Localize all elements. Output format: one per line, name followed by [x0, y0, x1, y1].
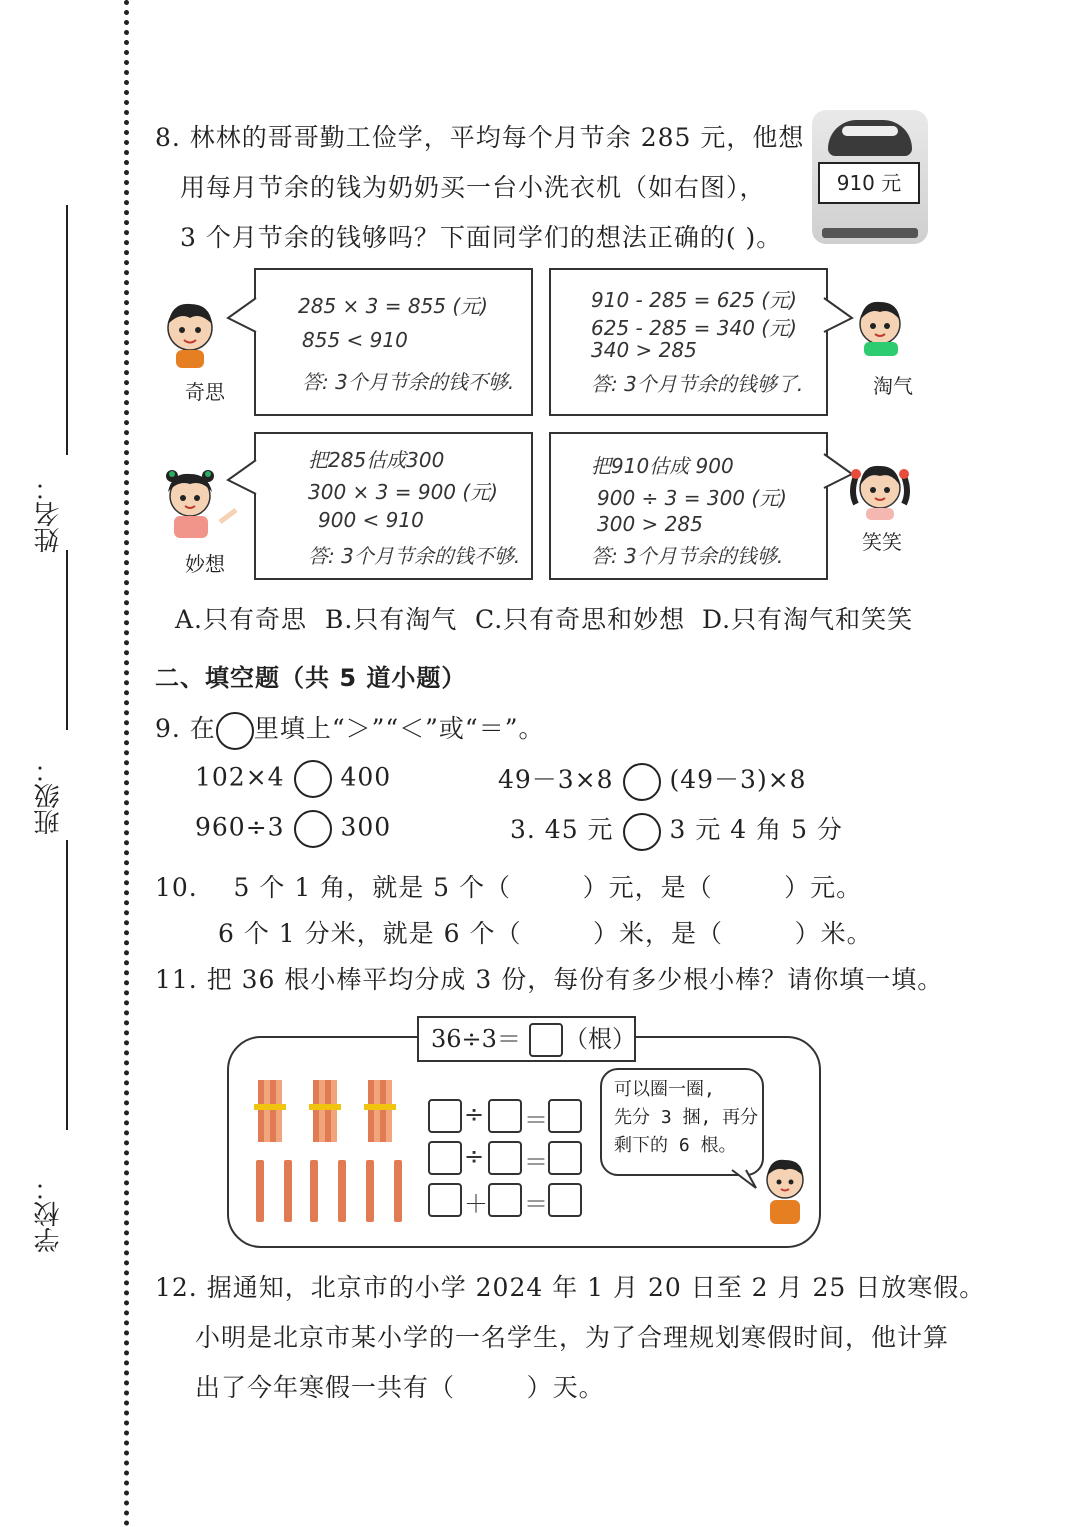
- answer-box[interactable]: [428, 1183, 462, 1217]
- bubble-line: 900 ÷ 3 = 300 (元): [597, 486, 787, 510]
- equals-sign: ＝: [524, 1190, 548, 1218]
- class-underline: [66, 840, 68, 1130]
- speech-bubble-taoqi: [549, 268, 828, 416]
- q12-line1: 12. 据通知，北京市的小学 2024 年 1 月 20 日至 2 月 25 日放寒假。: [155, 1273, 986, 1302]
- qisi-name: 奇思: [185, 380, 225, 404]
- bubble-line: 900 < 910: [318, 508, 424, 532]
- q11-stem: 11. 把 36 根小棒平均分成 3 份，每份有多少根小棒？请你填一填。: [155, 965, 944, 994]
- single-sticks: [256, 1160, 402, 1222]
- answer-circle[interactable]: [294, 760, 332, 798]
- bubble-line: 答: 3个月节余的钱不够.: [308, 544, 521, 568]
- q9-stem-pre: 9. 在: [155, 714, 216, 743]
- q9-item-2: [498, 760, 807, 801]
- bubble-line: 答: 3个月节余的钱不够.: [302, 370, 515, 394]
- section-2-title: 二、填空题（共 5 道小题）: [155, 664, 467, 692]
- q8-line1: 8. 林林的哥哥勤工俭学，平均每个月节余 285 元，他想: [155, 123, 805, 152]
- washing-machine-panel: [842, 126, 898, 136]
- answer-box[interactable]: [548, 1141, 582, 1175]
- stick-bundle-1: [254, 1080, 286, 1142]
- washing-machine-image: [812, 110, 928, 244]
- stick-bundle-3: [364, 1080, 396, 1142]
- bubble-line: 300 × 3 = 900 (元): [308, 480, 498, 504]
- bubble-line: 285 × 3 = 855 (元): [298, 294, 488, 318]
- q9-item-4: [510, 810, 843, 851]
- taoqi-avatar: [850, 296, 910, 358]
- answer-box[interactable]: [548, 1183, 582, 1217]
- name-underline: [66, 205, 68, 455]
- q8-option-d: D.只有淘气和笑笑: [702, 605, 914, 634]
- hint-line: 先分 3 捆, 再分: [614, 1107, 759, 1128]
- washing-machine-base: [822, 228, 918, 238]
- answer-box[interactable]: [428, 1099, 462, 1133]
- q10-line2: 6 个 1 分米，就是 6 个（ ）米，是（ ）米。: [218, 919, 873, 948]
- school-label: 学校：: [34, 1175, 64, 1253]
- speech-bubble-miaoxiang: [254, 432, 533, 580]
- boy-helper-avatar: [760, 1156, 810, 1228]
- q8-option-a: A.只有奇思: [175, 605, 308, 634]
- answer-box[interactable]: [548, 1099, 582, 1133]
- answer-circle[interactable]: [623, 813, 661, 851]
- q8-line2: 用每月节余的钱为奶奶买一台小洗衣机（如右图），: [180, 173, 766, 202]
- hint-bubble: [600, 1068, 764, 1176]
- q9-item-3: [195, 810, 391, 848]
- stick-bundles-illustration: [250, 1076, 410, 1226]
- class-label: 班级：: [34, 757, 64, 835]
- bubble-line: 答: 3个月节余的钱够.: [591, 544, 784, 568]
- q11-equation-pre: 36÷3＝: [431, 1025, 521, 1053]
- class-underline-top: [66, 550, 68, 730]
- q9-item-right: (49－3)×8: [669, 765, 807, 794]
- bubble-line: 把285估成300: [308, 448, 445, 472]
- bubble-line: 855 < 910: [302, 328, 408, 352]
- equals-sign: ＝: [524, 1148, 548, 1176]
- q9-item-right: 300: [340, 812, 392, 842]
- hint-line: 可以圈一圈,: [614, 1079, 715, 1100]
- answer-circle[interactable]: [623, 763, 661, 801]
- q9-stem: [155, 709, 545, 750]
- q9-item-left: 102×4: [195, 762, 285, 792]
- q9-item-right: 3 元 4 角 5 分: [669, 815, 843, 844]
- q9-stem-post: 里填上“＞”“＜”或“＝”。: [253, 714, 545, 743]
- q8-line3: 3 个月节余的钱够吗？下面同学们的想法正确的( )。: [180, 223, 783, 252]
- q9-item-left: 3. 45 元: [510, 815, 614, 844]
- q8-option-b: B.只有淘气: [325, 605, 458, 634]
- bubble-line: 625 - 285 = 340 (元): [591, 316, 797, 340]
- speech-bubble-xiaoxiao: [549, 432, 828, 580]
- miaoxiang-name: 妙想: [185, 552, 225, 576]
- speech-bubble-qisi: [254, 268, 533, 416]
- name-label: 姓名：: [34, 475, 64, 553]
- q9-item-right: 400: [340, 762, 392, 792]
- answer-box[interactable]: [428, 1141, 462, 1175]
- q11-equation-post: （根）: [564, 1025, 636, 1053]
- bubble-line: 340 > 285: [591, 338, 697, 362]
- bubble-line: 答: 3个月节余的钱够了.: [591, 372, 804, 396]
- q12-line3: 出了今年寒假一共有（ ）天。: [195, 1373, 605, 1402]
- plus-sign: ＋: [464, 1190, 488, 1218]
- price-tag: 910 元: [818, 162, 920, 204]
- answer-circle[interactable]: [294, 810, 332, 848]
- divide-sign: ÷: [464, 1100, 485, 1128]
- miaoxiang-avatar: [160, 462, 242, 544]
- q8-option-c: C.只有奇思和妙想: [475, 605, 686, 634]
- answer-box[interactable]: [488, 1099, 522, 1133]
- q9-item-1: [195, 760, 391, 798]
- q10-line1: 10. 5 个 1 角，就是 5 个（ ）元，是（ ）元。: [155, 873, 863, 902]
- xiaoxiao-avatar: [848, 458, 912, 522]
- q11-equation-box: [417, 1016, 636, 1062]
- hint-line: 剩下的 6 根。: [614, 1135, 737, 1156]
- bubble-tail-qisi: [226, 296, 258, 336]
- divide-sign: ÷: [464, 1142, 485, 1170]
- hint-bubble-tail: [730, 1168, 760, 1192]
- bubble-line: 300 > 285: [597, 512, 703, 536]
- answer-box[interactable]: [488, 1141, 522, 1175]
- compare-circle-icon: [216, 712, 254, 750]
- bubble-line: 910 - 285 = 625 (元): [591, 288, 797, 312]
- qisi-avatar: [160, 296, 220, 370]
- equals-sign: ＝: [524, 1106, 548, 1134]
- binding-dotted-line: [124, 0, 129, 1527]
- q9-item-left: 960÷3: [195, 812, 285, 842]
- q9-item-left: 49－3×8: [498, 765, 614, 794]
- q12-line2: 小明是北京市某小学的一名学生，为了合理规划寒假时间，他计算: [195, 1323, 950, 1352]
- xiaoxiao-name: 笑笑: [862, 530, 902, 554]
- stick-bundle-2: [309, 1080, 341, 1142]
- bubble-line: 把910估成 900: [591, 454, 734, 478]
- taoqi-name: 淘气: [873, 374, 913, 398]
- q11-answer-box[interactable]: [529, 1023, 563, 1057]
- answer-box[interactable]: [488, 1183, 522, 1217]
